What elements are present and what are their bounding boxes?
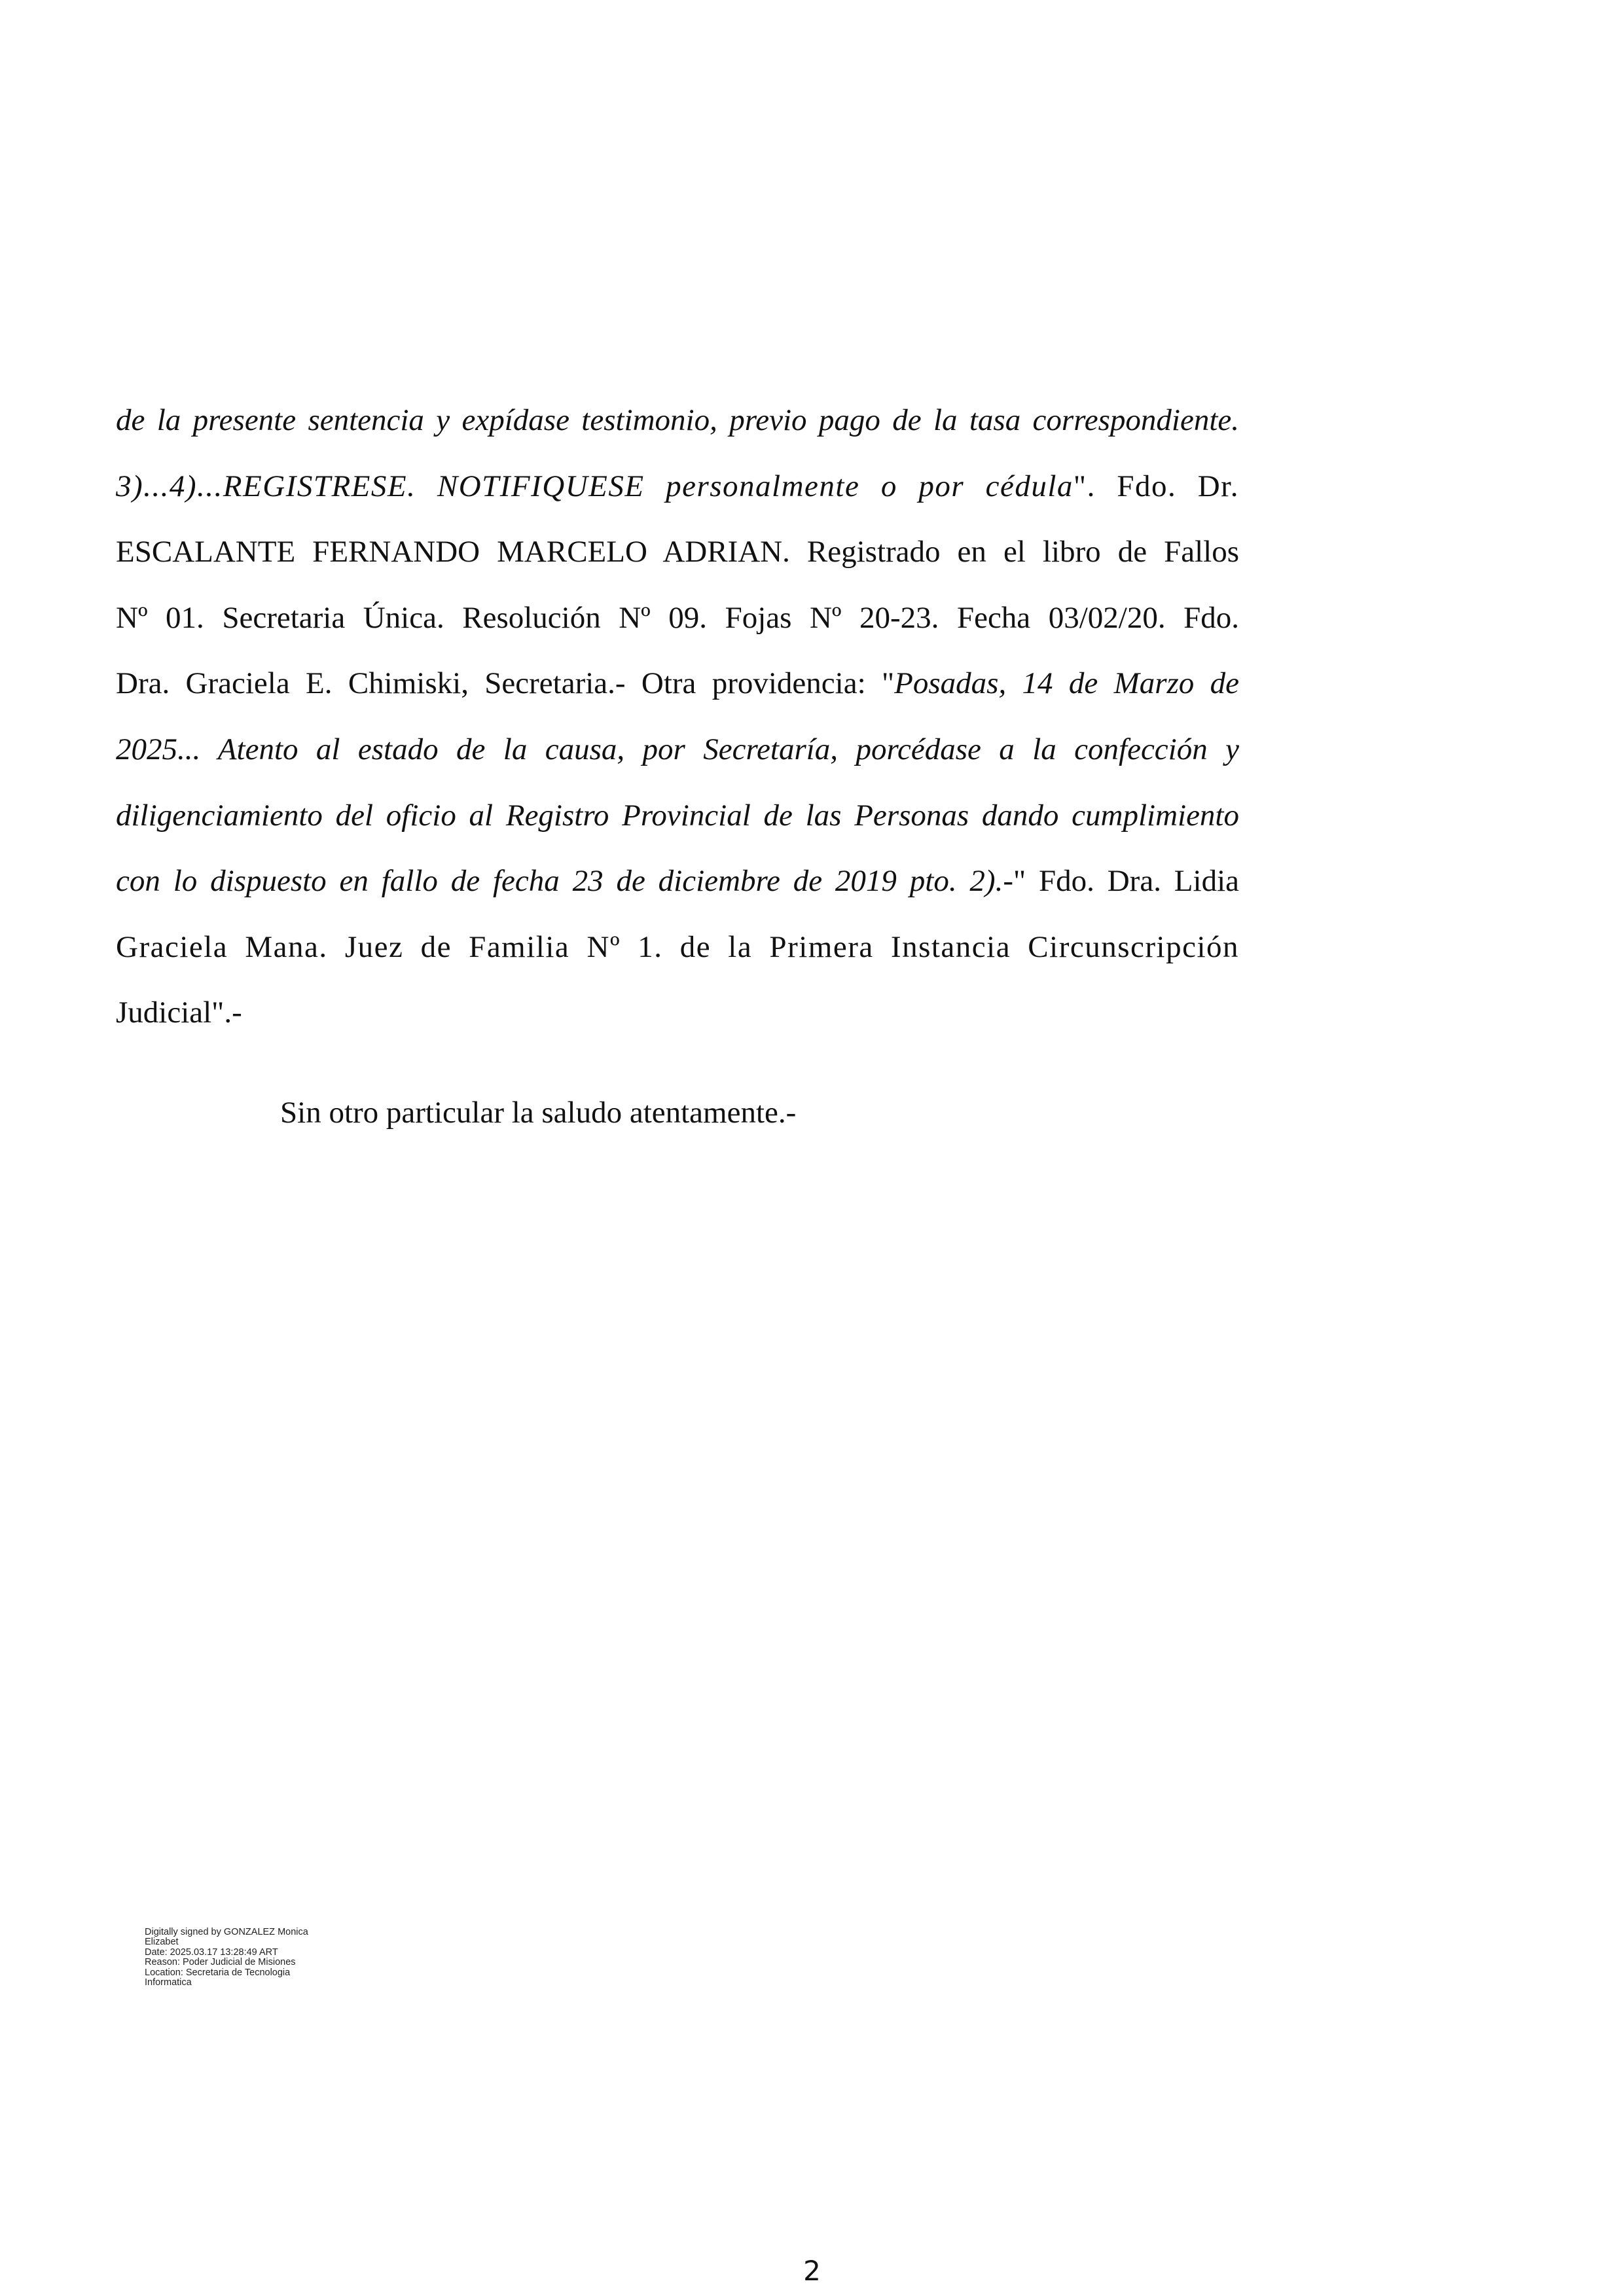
body-line-10: Judicial".-	[116, 996, 242, 1030]
body-line-4: Nº 01. Secretaria Única. Resolución Nº 09. Fojas Nº 20-23. Fecha 03/02/20. Fdo.	[116, 600, 1239, 635]
body-line-6: 2025... Atento al estado de la causa, por Secretaría, porcédase a la confección y	[116, 732, 1239, 766]
body-line-8: con lo dispuesto en fallo de fecha 23 de diciembre de 2019 pto. 2).-" Fdo. Dra. Lidia	[116, 864, 1239, 899]
signature-line: Location: Secretaria de Tecnologia	[145, 1967, 291, 1978]
signature-line: Informatica	[145, 1977, 192, 1988]
body-line-1: de la presente sentencia y expídase testimonio, previo pago de la tasa correspondiente.	[116, 403, 1239, 437]
signature-line: Elizabet	[145, 1937, 179, 1948]
body-line-2: 3)...4)...REGISTRESE. NOTIFIQUESE personalmente o por cédula". Fdo. Dr.	[116, 469, 1239, 503]
signature-line: Reason: Poder Judicial de Misiones	[145, 1957, 296, 1968]
document-body	[116, 387, 1239, 1046]
digital-signature-stamp	[145, 1928, 308, 1988]
signature-line: Digitally signed by GONZALEZ Monica	[145, 1927, 308, 1937]
body-line-7: diligenciamiento del oficio al Registro Provincial de las Personas dando cumplimiento	[116, 798, 1239, 833]
body-line-3: ESCALANTE FERNANDO MARCELO ADRIAN. Registrado en el libro de Fallos	[116, 535, 1239, 569]
body-line-5: Dra. Graciela E. Chimiski, Secretaria.- Otra providencia: "Posadas, 14 de Marzo de	[116, 666, 1239, 701]
page-number: 2	[803, 2255, 821, 2287]
signature-line: Date: 2025.03.17 13:28:49 ART	[145, 1946, 278, 1958]
body-line-9: Graciela Mana. Juez de Familia Nº 1. de la Primera Instancia Circunscripción	[116, 929, 1239, 964]
closing-salutation: Sin otro particular la saludo atentamente.-	[280, 1096, 797, 1130]
